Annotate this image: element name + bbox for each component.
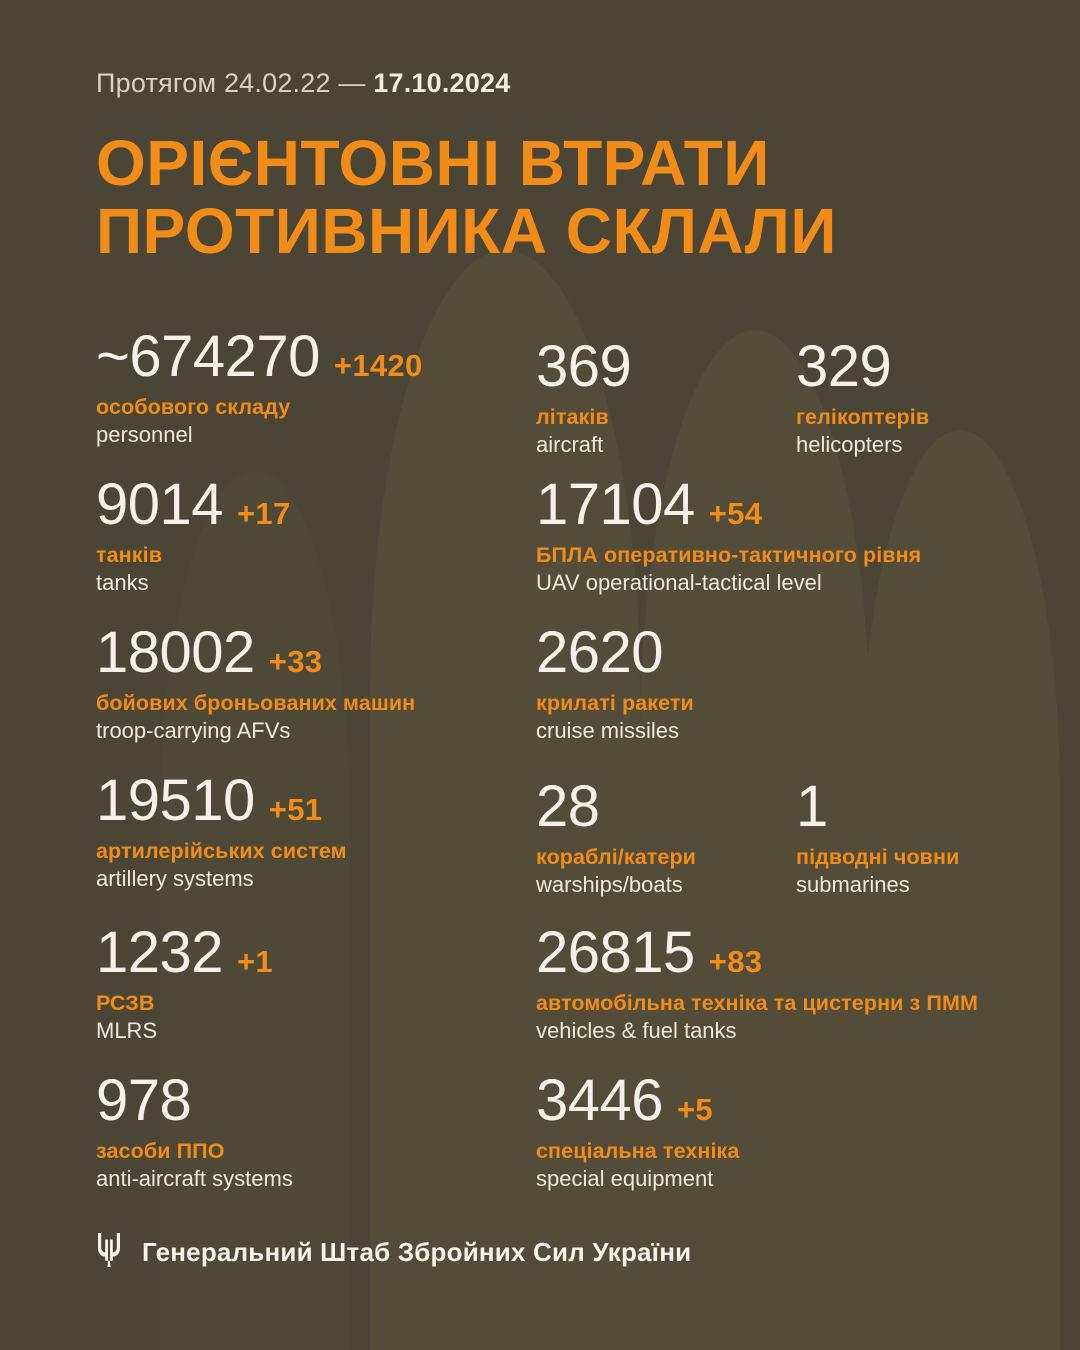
stat-delta: +54 (708, 495, 763, 531)
stat-label-en: special equipment (536, 1165, 714, 1191)
stat-delta: +1 (237, 943, 273, 979)
stat-label-en: UAV operational-tactical level (536, 569, 822, 595)
stat-label-en: anti-aircraft systems (96, 1165, 293, 1191)
stat-label-ua: БПЛА оперативно-тактичного рівня (536, 542, 922, 567)
stat-vehicles (536, 919, 978, 1044)
stat-label-ua: спеціальна техніка (536, 1138, 740, 1163)
stat-value: 26815 (536, 919, 695, 985)
stat-warships (536, 773, 697, 898)
stat-delta: +51 (268, 791, 323, 827)
title-line-2: ПРОТИВНИКА СКЛАЛИ (96, 195, 837, 268)
page-title (96, 129, 984, 266)
stat-mlrs (96, 919, 273, 1044)
stat-label-ua: підводні човни (796, 844, 960, 869)
stat-anti-aircraft (96, 1067, 293, 1192)
stat-label-en: artillery systems (96, 865, 254, 891)
stat-label-ua: автомобільна техніка та цистерни з ПММ (536, 990, 978, 1015)
stat-value: 17104 (536, 471, 695, 537)
footer (96, 1233, 691, 1272)
dateline (96, 0, 984, 99)
stat-label-ua: літаків (536, 404, 609, 429)
stat-aircraft (536, 333, 645, 458)
stat-value: 3446 (536, 1067, 664, 1133)
report-date: 17.10.2024 (373, 68, 511, 98)
stat-label-en: helicopters (796, 431, 903, 457)
stat-helicopters (796, 333, 930, 458)
stat-personnel (96, 323, 423, 448)
stat-label-ua: особового складу (96, 394, 291, 419)
stat-afv (96, 619, 416, 744)
stat-label-en: cruise missiles (536, 717, 680, 743)
stat-artillery (96, 767, 347, 892)
stat-label-ua: кораблі/катери (536, 844, 697, 869)
stat-label-en: personnel (96, 421, 193, 447)
stat-cruise-missiles (536, 619, 694, 744)
stat-label-en: vehicles & fuel tanks (536, 1017, 737, 1043)
stat-uav (536, 471, 922, 596)
stat-label-en: aircraft (536, 431, 604, 457)
stat-value: ~674270 (96, 323, 320, 389)
stat-label-en: troop-carrying AFVs (96, 717, 291, 743)
stat-value: 1 (796, 773, 828, 839)
stat-label-en: tanks (96, 569, 149, 595)
stat-submarines (796, 773, 960, 898)
stat-value: 18002 (96, 619, 255, 685)
period-prefix: Протягом 24.02.22 — (96, 68, 366, 98)
stat-label-en: submarines (796, 871, 910, 897)
stat-value: 9014 (96, 471, 224, 537)
stat-label-ua: бойових броньованих машин (96, 690, 416, 715)
stat-value: 1232 (96, 919, 224, 985)
stat-label-ua: артилерійських систем (96, 838, 347, 863)
stat-label-ua: гелікоптерів (796, 404, 930, 429)
stat-tanks (96, 471, 291, 596)
stat-delta: +33 (268, 643, 323, 679)
stat-value: 329 (796, 333, 892, 399)
stat-value: 19510 (96, 767, 255, 833)
stat-value: 2620 (536, 619, 664, 685)
stat-delta: +17 (237, 495, 291, 531)
stat-value: 369 (536, 333, 632, 399)
stat-special-equipment (536, 1067, 740, 1192)
stat-label-en: MLRS (96, 1017, 158, 1043)
title-line-1: ОРІЄНТОВНІ ВТРАТИ (96, 127, 770, 199)
stat-value: 28 (536, 773, 600, 839)
stat-label-ua: крилаті ракети (536, 690, 694, 715)
stat-label-ua: танків (96, 542, 163, 567)
stat-label-ua: РСЗВ (96, 990, 155, 1015)
stat-value: 978 (96, 1067, 192, 1133)
stat-delta: +1420 (333, 347, 423, 383)
stats-grid (96, 323, 984, 1191)
footer-text: Генеральний Штаб Збройних Сил України (142, 1237, 692, 1267)
stat-delta: +83 (708, 943, 763, 979)
stat-label-en: warships/boats (536, 871, 683, 897)
stat-delta: +5 (677, 1091, 713, 1127)
trident-icon (96, 1233, 122, 1272)
stat-label-ua: засоби ППО (96, 1138, 225, 1163)
